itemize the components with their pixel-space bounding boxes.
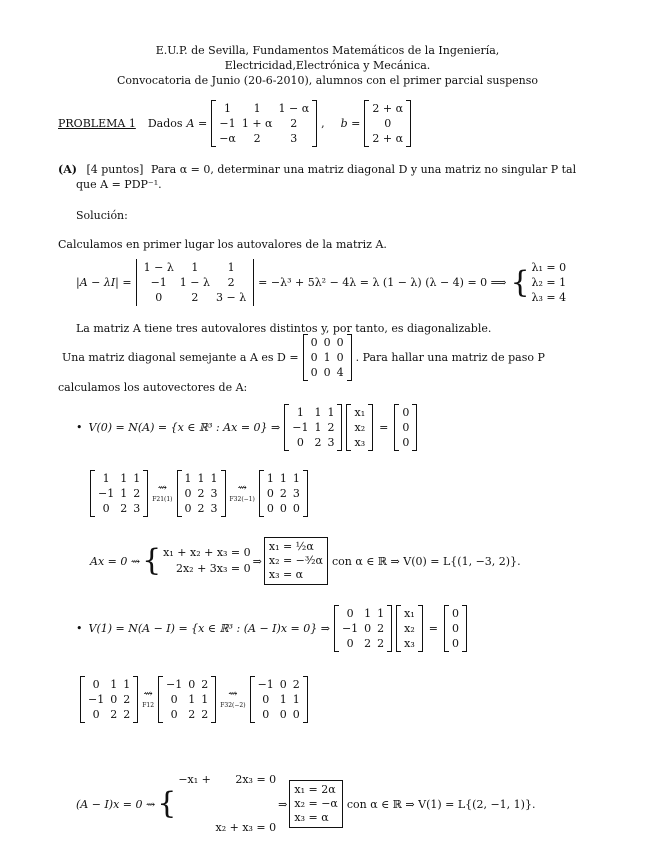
- matrix-cell: 3: [292, 487, 300, 500]
- matrix-cell: 1: [210, 472, 218, 485]
- matrix-cell: 0: [310, 366, 318, 379]
- matrix-cell: 0: [323, 366, 331, 379]
- v1-sol-2: x₂ = −α: [294, 797, 338, 810]
- matrix-cell: 0: [92, 678, 100, 691]
- given-word: Dados: [147, 117, 183, 130]
- matrix-cell: 0: [292, 708, 300, 721]
- matrix-cell: 1: [314, 421, 322, 434]
- matrix-D: [303, 334, 352, 381]
- matrix-cell: 1: [279, 472, 287, 485]
- matrix-cell: 1: [120, 472, 128, 485]
- v1-solution-box: [289, 780, 342, 828]
- header-line-1: E.U.P. de Sevilla, Fundamentos Matemáticos de la Ingeniería,: [155, 44, 500, 57]
- matrix-cell: 0: [402, 406, 410, 419]
- matrix-cell: 2: [201, 678, 209, 691]
- v1-tail: con α ∈ ℝ ⇒ V(1) = L{(2, −1, 1)}.: [346, 797, 536, 811]
- matrix-cell: 1: [323, 351, 331, 364]
- matrix-cell: 3: [327, 436, 335, 449]
- matrix-cell: 0: [364, 622, 372, 635]
- matrix-cell: 2: [188, 708, 196, 721]
- matrix-cell: 1: [292, 693, 300, 706]
- matrix-cell: 0: [170, 708, 178, 721]
- matrix-cell: 0: [336, 336, 344, 349]
- char-poly-equation: |A − λI| = 1 − λ 1 1 −1 1 − λ 2 0 2 3 − λ = −λ³ + 5λ² − 4λ = λ (1 − λ) (λ − 4) = 0 ⟹ { λ₁ = 0 λ₂ = 1 λ₃ = 4: [76, 261, 567, 304]
- matrix-cell: 0: [296, 436, 304, 449]
- matrix-cell: 2: [197, 502, 205, 515]
- matrix-cell: x₂: [404, 622, 415, 635]
- matrix-cell: 2: [377, 637, 385, 650]
- matrix-cell: −1: [257, 678, 274, 691]
- matrix-cell: 2: [314, 436, 322, 449]
- matrix-cell: 2: [227, 276, 235, 289]
- diagonal-text-b: . Para hallar una matriz de paso P: [355, 351, 545, 364]
- matrix-cell: 1: [133, 472, 141, 485]
- matrix-cell: 0: [384, 117, 392, 130]
- matrix-cell: 2: [120, 502, 128, 515]
- matrix-cell: 2: [110, 708, 118, 721]
- matrix-cell: 1: [224, 102, 232, 115]
- problem-statement: PROBLEMA 1 Dados A = 1 1 1 − α −1 1 + α 2 −α 2 3 , b = 2 + α 0 2 + α: [58, 100, 411, 147]
- matrix-cell: x₁: [404, 607, 415, 620]
- v0-step-1: [90, 470, 148, 517]
- v0-zero-vector: [394, 404, 417, 451]
- v1-op-1: F12: [142, 701, 155, 709]
- equiv-symbol: ⇝: [237, 480, 247, 494]
- matrix-cell: 1: [123, 678, 131, 691]
- part-a-label: (A): [58, 163, 77, 176]
- eigenvalue-3: λ₃ = 4: [531, 291, 567, 304]
- part-a-text-2: que A = PDP⁻¹.: [76, 178, 162, 191]
- matrix-cell: 0: [92, 708, 100, 721]
- matrix-cell: 4: [336, 366, 344, 379]
- matrix-cell: −1: [166, 678, 183, 691]
- matrix-cell: 2: [290, 117, 298, 130]
- matrix-cell: x₁: [354, 406, 366, 419]
- matrix-cell: x₃: [404, 637, 415, 650]
- v1-equals: =: [428, 622, 439, 635]
- v0-text: V(0) = N(A) = {x ∈ ℝ³ : Ax = 0} ⇒: [88, 421, 281, 434]
- v0-step-3: [259, 470, 308, 517]
- matrix-cell: −1: [98, 487, 115, 500]
- v0-sol-3: x₃ = α: [268, 568, 304, 581]
- matrix-cell: 1: [188, 693, 196, 706]
- matrix-cell: 1: [377, 607, 385, 620]
- char-poly-rhs: = −λ³ + 5λ² − 4λ = λ (1 − λ) (λ − 4) = 0 ⟹: [258, 276, 507, 289]
- v0-solution-box: [264, 537, 328, 585]
- paragraph-eigenvalues: Calculamos en primer lugar los autovalores de la matriz A.: [58, 238, 387, 251]
- paragraph-diagonalizable: La matriz A tiene tres autovalores distintos y, por tanto, es diagonalizable.: [76, 322, 492, 335]
- v1-zero-vector: [444, 605, 467, 652]
- matrix-cell: 0: [292, 502, 300, 515]
- matrix-cell: 0: [262, 708, 270, 721]
- eigenvalue-2: λ₂ = 1: [531, 276, 567, 289]
- eigenvalue-list: [532, 260, 567, 305]
- arrow: ⇒: [252, 554, 262, 568]
- arrow: ⇒: [278, 797, 288, 811]
- matrix-cell: 1: [266, 472, 274, 485]
- v0-sol-2: x₂ = −³⁄₂α: [268, 554, 323, 567]
- matrix-cell: 1: [279, 693, 287, 706]
- matrix-cell: 1: [102, 472, 110, 485]
- header-line-3: Convocatoria de Junio (20-6-2010), alumnos con el primer parcial suspenso: [116, 74, 539, 87]
- matrix-cell: 1: [197, 472, 205, 485]
- matrix-cell: 1: [227, 261, 235, 274]
- diagonal-text-a: Una matriz diagonal semejante a A es D =: [62, 351, 299, 364]
- matrix-cell: 2: [133, 487, 141, 500]
- matrix-cell: 1: [201, 693, 209, 706]
- matrix-cell: 1: [292, 472, 300, 485]
- matrix-cell: 1: [314, 406, 322, 419]
- matrix-cell: 0: [323, 336, 331, 349]
- matrix-cell: 2: [123, 708, 131, 721]
- matrix-cell: 2 + α: [372, 132, 404, 145]
- matrix-cell: 2: [201, 708, 209, 721]
- v0-bullet: •: [76, 421, 83, 434]
- matrix-cell: 1: [184, 472, 192, 485]
- matrix-cell: 0: [452, 622, 460, 635]
- matrix-cell: 0: [452, 607, 460, 620]
- matrix-cell: 1: [110, 678, 118, 691]
- matrix-cell: 0: [266, 502, 274, 515]
- matrix-cell: 2: [292, 678, 300, 691]
- v0-op-1: F21(1): [152, 495, 173, 503]
- matrix-cell: 2: [123, 693, 131, 706]
- part-a-line-1: [58, 163, 576, 176]
- v0-tail: con α ∈ ℝ ⇒ V(0) = L{(1, −3, 2)}.: [331, 554, 521, 568]
- v1-system-lhs: (A − I)x = 0 ⇝: [76, 797, 156, 811]
- matrix-cell: 1: [296, 406, 304, 419]
- matrix-cell: 1 + α: [241, 117, 273, 130]
- v0-system-eq-2: 2x₂ + 3x₃ = 0: [175, 562, 251, 575]
- v0-equation: [76, 404, 417, 451]
- solution-label: Solución:: [76, 209, 128, 222]
- matrix-cell: 0: [170, 693, 178, 706]
- matrix-cell: 2: [364, 637, 372, 650]
- v1-sol-1: x₁ = 2α: [294, 783, 336, 796]
- matrix-cell: −1: [88, 693, 105, 706]
- v0-unknowns: [346, 404, 373, 451]
- v0-equals: =: [379, 421, 389, 434]
- v1-sol-3: x₃ = α: [294, 811, 329, 824]
- matrix-cell: 0: [262, 693, 270, 706]
- eigenvalue-1: λ₁ = 0: [531, 261, 567, 274]
- v0-solution-line: Ax = 0 ⇝ { x₁ + x₂ + x₃ = 0 2x₂ + 3x₃ = 0 ⇒ x₁ = ½α x₂ = −³⁄₂α x₃ = α con α ∈ ℝ ⇒ V(0) = L{(1, −3, 2)}.: [90, 537, 521, 585]
- matrix-cell: 1: [191, 261, 199, 274]
- v1-bullet: •: [76, 622, 83, 635]
- matrix-cell: 0: [184, 487, 192, 500]
- part-a-points: [4 puntos]: [86, 163, 144, 176]
- matrix-cell: 3: [210, 487, 218, 500]
- v1-text: V(1) = N(A − I) = {x ∈ ℝ³ : (A − I)x = 0} ⇒: [88, 622, 330, 635]
- matrix-cell: 2: [327, 421, 335, 434]
- matrix-cell: 1 − α: [278, 102, 310, 115]
- v0-step-2: [177, 470, 226, 517]
- matrix-cell: 0: [452, 637, 460, 650]
- v1-step-3: [250, 676, 308, 723]
- matrix-cell: x₃: [354, 436, 366, 449]
- matrix-cell: x₂: [354, 421, 366, 434]
- v1-op-2: F32(−2): [220, 701, 246, 709]
- v0-system: [163, 545, 250, 577]
- matrix-cell: 3: [210, 502, 218, 515]
- matrix-cell: −α: [219, 132, 236, 145]
- matrix-cell: −1: [341, 622, 359, 635]
- equiv-symbol: ⇝: [143, 686, 153, 700]
- matrix-cell: 0: [402, 436, 410, 449]
- matrix-cell: 3: [290, 132, 298, 145]
- v0-row-reduction: [90, 470, 308, 517]
- matrix-cell: 2: [279, 487, 287, 500]
- matrix-cell: 0: [155, 291, 163, 304]
- matrix-cell: 3 − λ: [215, 291, 247, 304]
- v0-system-lhs: Ax = 0 ⇝: [90, 554, 141, 568]
- matrix-cell: 1: [364, 607, 372, 620]
- matrix-cell: 0: [279, 708, 287, 721]
- matrix-cell: 0: [279, 678, 287, 691]
- matrix-cell: 0: [102, 502, 110, 515]
- v1-step-2: [158, 676, 216, 723]
- v1-step-1: [80, 676, 138, 723]
- matrix-cell: 0: [346, 607, 354, 620]
- v1-matrix: [334, 605, 392, 652]
- part-a-text-1: Para α = 0, determinar una matriz diagonal D y una matriz no singular P tal: [150, 163, 577, 176]
- v0-sol-1: x₁ = ½α: [268, 540, 314, 553]
- matrix-cell: 0: [184, 502, 192, 515]
- v1-system-eq-2: x₂ + x₃ = 0: [215, 821, 277, 834]
- A-label: A =: [186, 117, 208, 130]
- matrix-cell: 0: [310, 351, 318, 364]
- matrix-cell: 2: [191, 291, 199, 304]
- matrix-cell: 0: [266, 487, 274, 500]
- matrix-cell: 0: [402, 421, 410, 434]
- v1-system-eq-1: −x₁ + 2x₃ = 0: [178, 773, 277, 786]
- v0-system-eq-1: x₁ + x₂ + x₃ = 0: [163, 546, 251, 559]
- matrix-cell: 2: [197, 487, 205, 500]
- v1-unknowns: [396, 605, 423, 652]
- matrix-cell: 0: [279, 502, 287, 515]
- vector-b: [364, 100, 411, 147]
- v1-equation: [76, 605, 467, 652]
- matrix-cell: −1: [292, 421, 309, 434]
- v0-op-2: F32(−1): [229, 495, 255, 503]
- header-line-2: Electricidad,Electrónica y Mecánica.: [224, 59, 431, 72]
- char-determinant: [136, 259, 255, 306]
- paragraph-eigenvectors: calculamos los autovectores de A:: [58, 381, 248, 394]
- v0-matrix: [284, 404, 342, 451]
- matrix-cell: 0: [336, 351, 344, 364]
- diagonal-matrix-line: [62, 334, 545, 381]
- matrix-cell: 0: [346, 637, 354, 650]
- matrix-cell: −1: [219, 117, 236, 130]
- problem-label: PROBLEMA 1: [58, 117, 136, 130]
- char-poly-lhs: |A − λI| =: [76, 276, 132, 289]
- matrix-cell: 0: [188, 678, 196, 691]
- matrix-A: [211, 100, 317, 147]
- v1-system: [178, 740, 276, 868]
- v1-solution-line: (A − I)x = 0 ⇝ { −x₁ + 2x₃ = 0 x₂ + x₃ = 0 ⇒ x₁ = 2α x₂ = −α x₃ = α con α ∈ ℝ ⇒ V(1) = L{(2, −1, 1)}.: [76, 740, 535, 868]
- matrix-cell: 2: [377, 622, 385, 635]
- matrix-cell: 3: [133, 502, 141, 515]
- matrix-cell: 1 − λ: [143, 261, 174, 274]
- matrix-cell: 1: [120, 487, 128, 500]
- equiv-symbol: ⇝: [228, 686, 238, 700]
- equiv-symbol: ⇝: [157, 480, 167, 494]
- matrix-cell: 2 + α: [372, 102, 404, 115]
- v1-row-reduction: [80, 676, 308, 723]
- matrix-cell: 0: [310, 336, 318, 349]
- matrix-cell: 2: [253, 132, 261, 145]
- b-label: b =: [340, 117, 361, 130]
- matrix-cell: 1: [327, 406, 335, 419]
- matrix-cell: 1 − λ: [179, 276, 210, 289]
- matrix-cell: −1: [150, 276, 167, 289]
- matrix-cell: 0: [110, 693, 118, 706]
- matrix-cell: 1: [253, 102, 261, 115]
